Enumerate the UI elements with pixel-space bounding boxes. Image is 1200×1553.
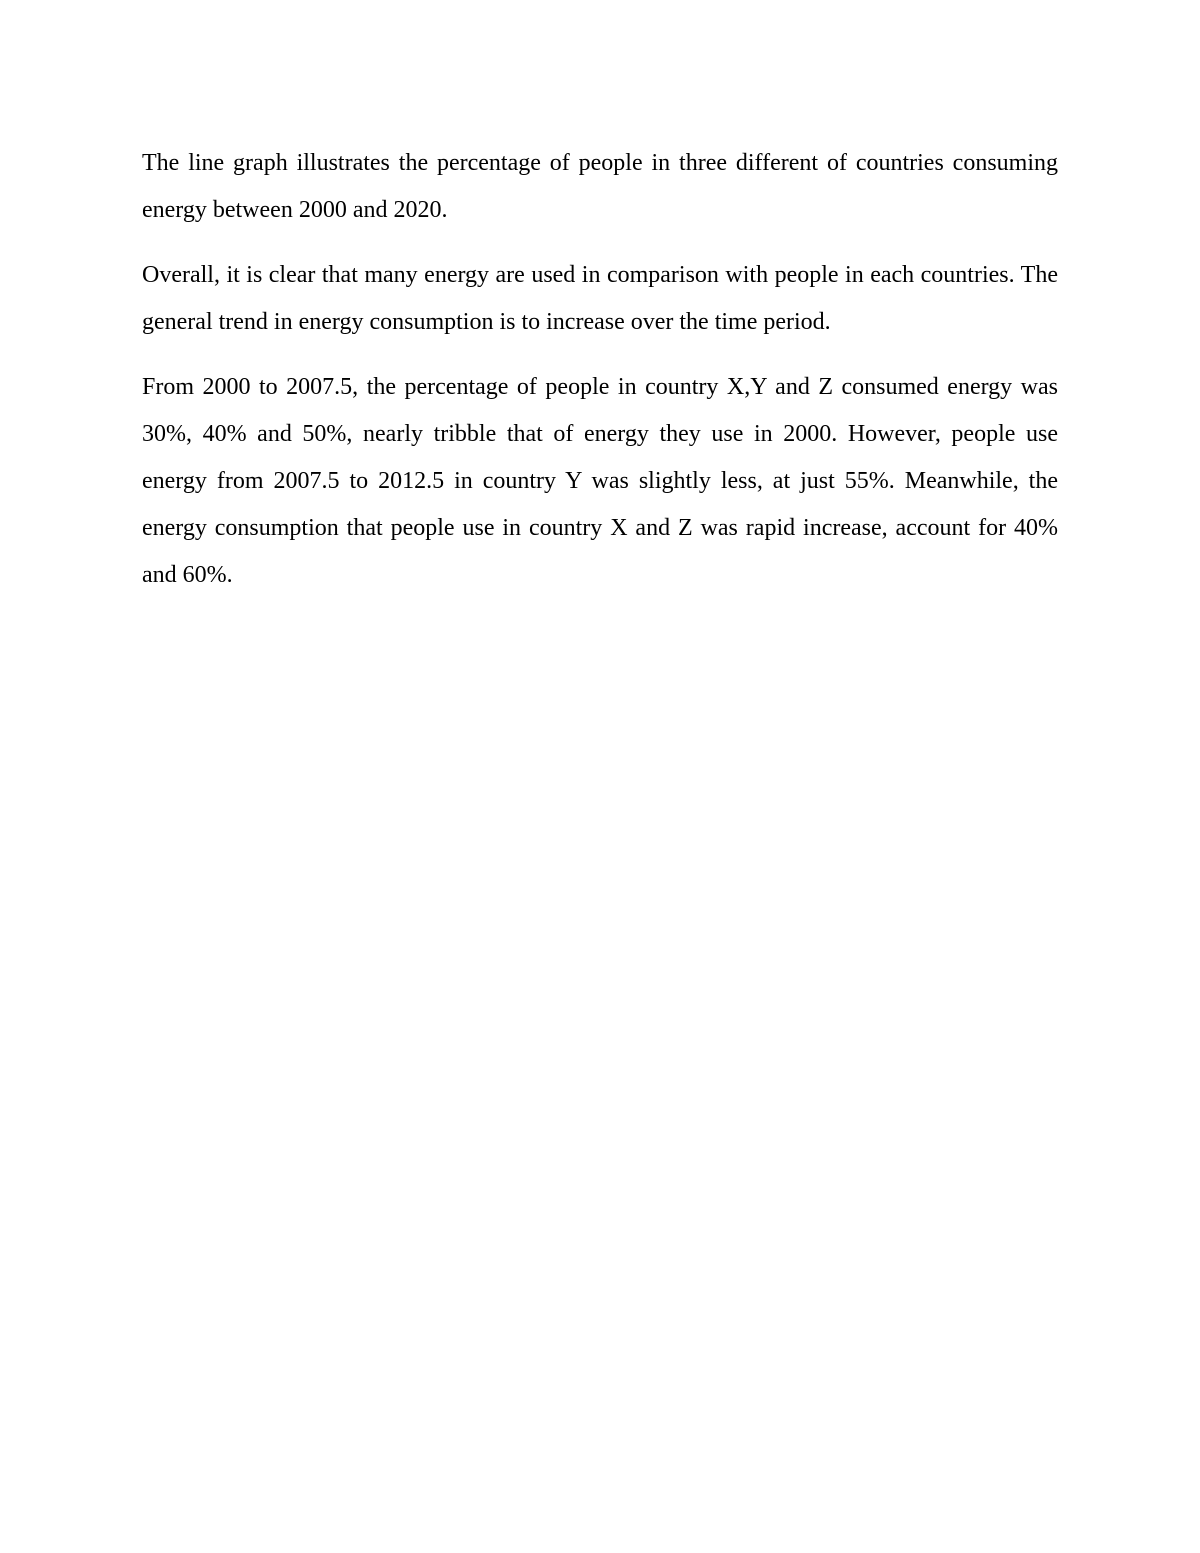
document-body (142, 140, 1058, 617)
paragraph-details: From 2000 to 2007.5, the percentage of people in country X,Y and Z consumed energy was 30%, 40% and 50%, nearly tribble that of energy they use in 2000. However, people use energy from 2007.5 to 2012.5 in country Y was slightly less, at just 55%. Meanwhile, the energy consumption that people use in country X and Z was rapid increase, account for 40% and 60%. (142, 374, 1058, 588)
paragraph-overview: Overall, it is clear that many energy are used in comparison with people in each countries. The general trend in energy consumption is to increase over the time period. (142, 262, 1058, 335)
paragraph-introduction: The line graph illustrates the percentage of people in three different of countries consuming energy between 2000 and 2020. (142, 150, 1058, 223)
